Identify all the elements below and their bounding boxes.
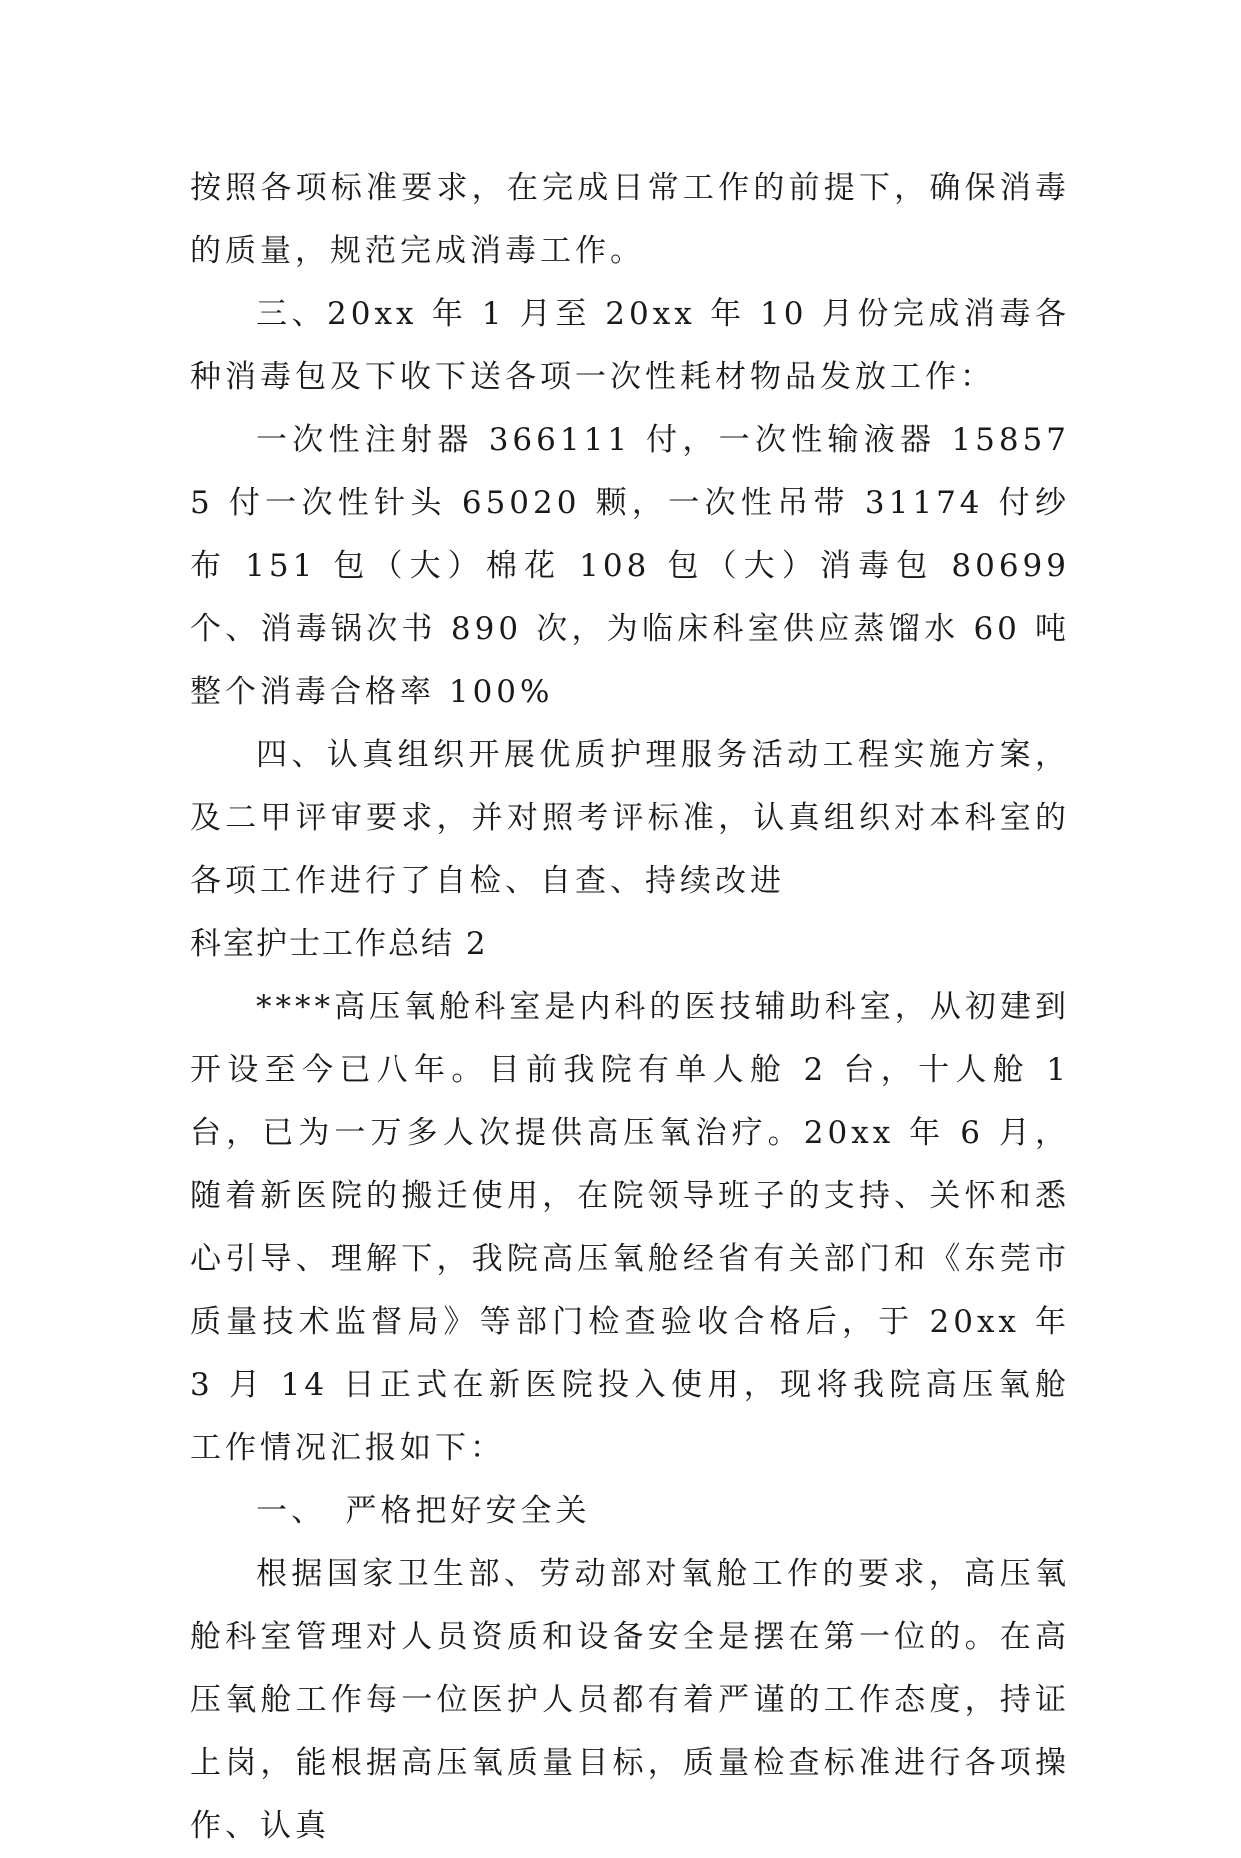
document-body [190, 157, 1070, 1858]
section-heading: 科室护士工作总结 2 [190, 926, 488, 962]
paragraph-safety: 根据国家卫生部、劳动部对氧舱工作的要求，高压氧舱科室管理对人员资质和设备安全是摆在第一位的。在高压氧舱工作每一位医护人员都有着严谨的工作态度，持证上岗，能根据高压氧质量目标，质量检查标准进行各项操作、认真 [190, 1556, 1070, 1844]
paragraph-section-four: 四、认真组织开展优质护理服务活动工程实施方案，及二甲评审要求，并对照考评标准，认真组织对本科室的各项工作进行了自检、自查、持续改进 [190, 737, 1070, 899]
paragraph-continuation: 按照各项标准要求，在完成日常工作的前提下，确保消毒的质量，规范完成消毒工作。 [190, 170, 1070, 269]
paragraph-section-three: 三、20xx 年 1 月至 20xx 年 10 月份完成消毒各种消毒包及下收下送各项一次性耗材物品发放工作： [190, 296, 1070, 395]
paragraph-introduction: ****高压氧舱科室是内科的医技辅助科室，从初建到开设至今已八年。目前我院有单人舱 2 台，十人舱 1 台，已为一万多人次提供高压氧治疗。20xx 年 6 月，随着新医院的搬迁使用，在院领导班子的支持、关怀和悉心引导、理解下，我院高压氧舱经省有关部门和《东莞市质量技术监督局》等部门检查验收合格后，于 20xx 年 3 月 14 日正式在新医院投入使用，现将我院高压氧舱工作情况汇报如下： [190, 989, 1070, 1466]
paragraph-supply-statistics: 一次性注射器 366111 付，一次性输液器 158575 付一次性针头 65020 颗，一次性吊带 31174 付纱布 151 包（大）棉花 108 包（大）消毒包 80699 个、消毒锅次书 890 次，为临床科室供应蒸馏水 60 吨整个消毒合格率 100% [190, 422, 1070, 710]
subheading-safety: 一、 严格把好安全关 [256, 1493, 591, 1529]
